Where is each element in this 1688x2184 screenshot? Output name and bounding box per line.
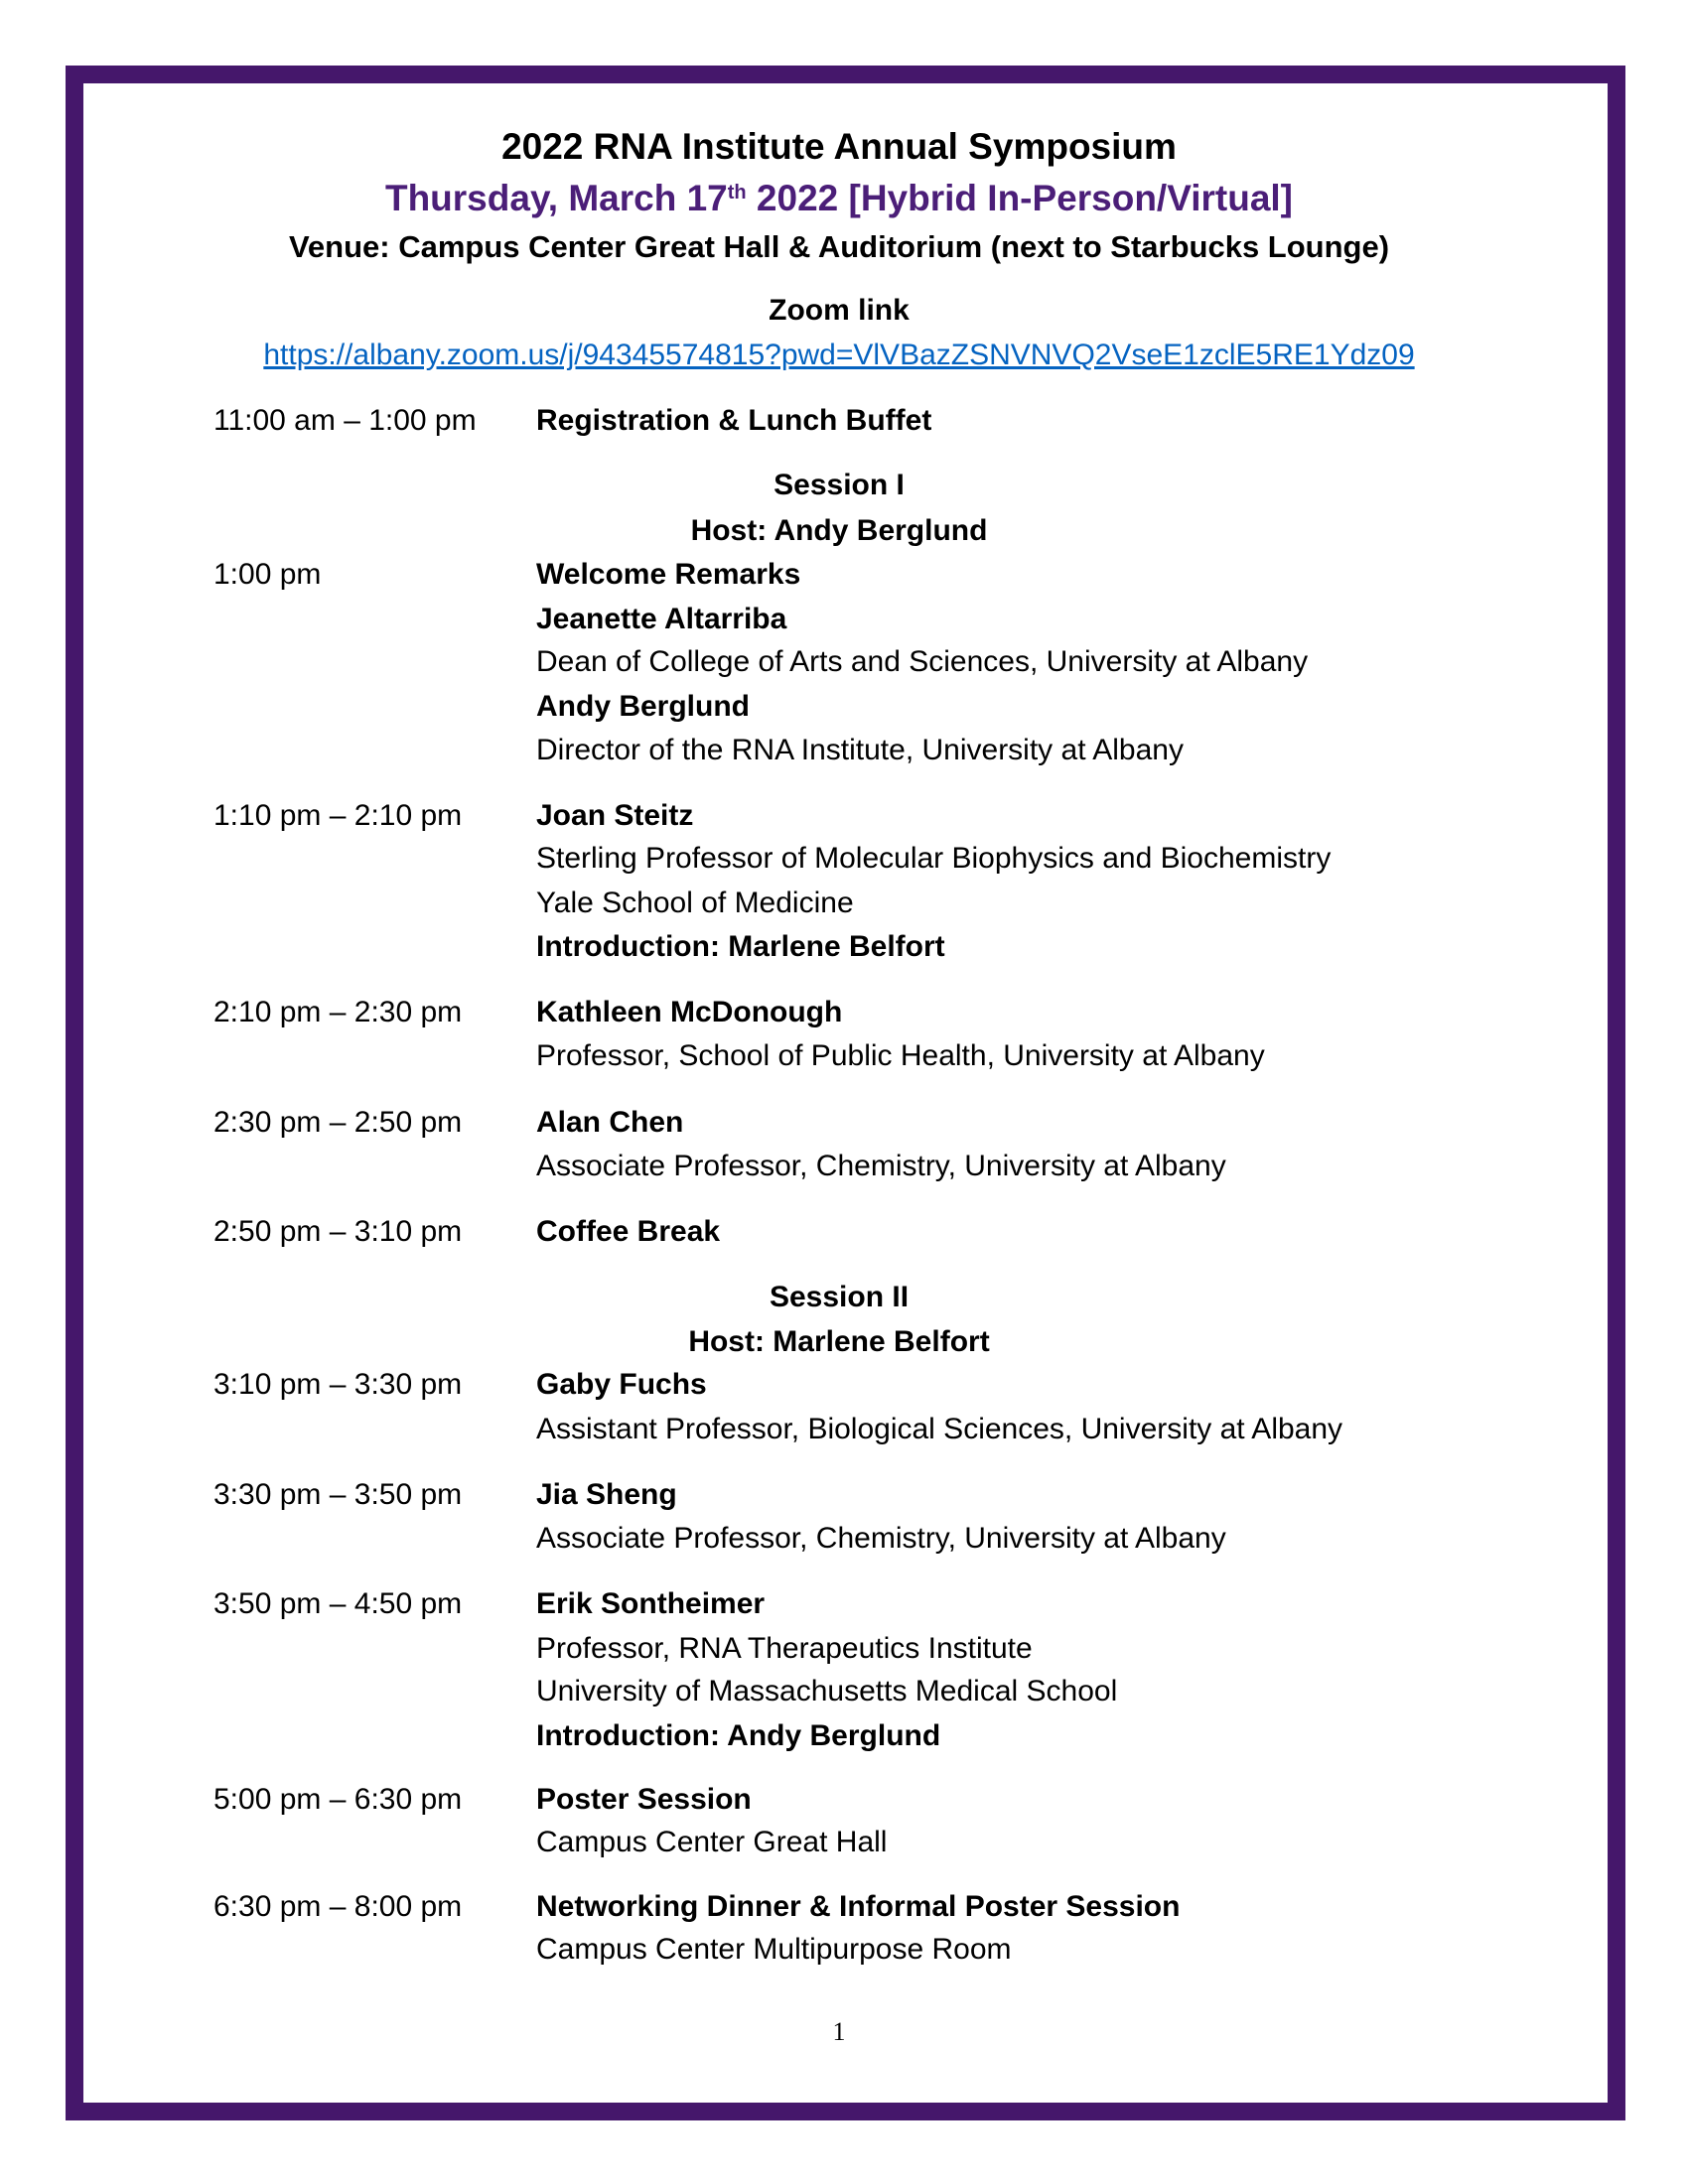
- document-title: 2022 RNA Institute Annual Symposium: [501, 126, 1177, 167]
- registration-title: Registration & Lunch Buffet: [536, 404, 932, 437]
- time-slot: 2:50 pm – 3:10 pm: [213, 1215, 463, 1248]
- date-format: 2022 [Hybrid In-Person/Virtual]: [746, 178, 1293, 218]
- zoom-label: Zoom link: [769, 294, 910, 327]
- speaker-name: Jeanette Altarriba: [536, 603, 787, 635]
- session-host: Host: Marlene Belfort: [688, 1325, 990, 1358]
- poster-session-title: Poster Session: [536, 1783, 752, 1816]
- time-slot: 6:30 pm – 8:00 pm: [213, 1890, 463, 1923]
- speaker-role: Dean of College of Arts and Sciences, University at Albany: [536, 645, 1309, 678]
- dinner-location: Campus Center Multipurpose Room: [536, 1933, 1012, 1966]
- speaker-introduction: Introduction: Marlene Belfort: [536, 930, 945, 963]
- coffee-break: Coffee Break: [536, 1215, 721, 1248]
- time-slot: 2:10 pm – 2:30 pm: [213, 996, 463, 1028]
- session-heading: Session I: [774, 469, 905, 501]
- speaker-name: Jia Sheng: [536, 1478, 677, 1511]
- speaker-role: Sterling Professor of Molecular Biophysics and Biochemistry: [536, 842, 1332, 875]
- speaker-name: Gaby Fuchs: [536, 1368, 707, 1401]
- speaker-role: Associate Professor, Chemistry, University at Albany: [536, 1150, 1226, 1182]
- time-slot: 2:30 pm – 2:50 pm: [213, 1106, 463, 1139]
- speaker-introduction: Introduction: Andy Berglund: [536, 1719, 941, 1752]
- speaker-role: Director of the RNA Institute, University at Albany: [536, 734, 1184, 766]
- session-host: Host: Andy Berglund: [690, 514, 988, 547]
- session-heading: Session II: [769, 1281, 910, 1313]
- speaker-role: Professor, School of Public Health, University at Albany: [536, 1039, 1265, 1072]
- time-slot: 3:10 pm – 3:30 pm: [213, 1368, 463, 1401]
- speaker-role: Professor, RNA Therapeutics Institute: [536, 1632, 1033, 1665]
- date-text: Thursday, March 17: [384, 178, 728, 218]
- time-welcome: 1:00 pm: [213, 558, 322, 591]
- venue: Venue: Campus Center Great Hall & Auditorium (next to Starbucks Lounge): [288, 229, 1390, 264]
- time-registration: 11:00 am – 1:00 pm: [213, 404, 477, 437]
- dinner-title: Networking Dinner & Informal Poster Session: [536, 1890, 1181, 1923]
- welcome-title: Welcome Remarks: [536, 558, 801, 591]
- speaker-name: Andy Berglund: [536, 690, 750, 723]
- date-suffix: th: [727, 182, 747, 204]
- speaker-name: Kathleen McDonough: [536, 996, 843, 1028]
- speaker-affiliation: University of Massachusetts Medical School: [536, 1675, 1118, 1707]
- page-number: 1: [832, 2017, 846, 2046]
- speaker-name: Erik Sontheimer: [536, 1587, 766, 1620]
- time-slot: 3:30 pm – 3:50 pm: [213, 1478, 463, 1511]
- speaker-name: Joan Steitz: [536, 799, 694, 832]
- time-slot: 1:10 pm – 2:10 pm: [213, 799, 463, 832]
- speaker-role: Associate Professor, Chemistry, University at Albany: [536, 1522, 1226, 1555]
- poster-session-location: Campus Center Great Hall: [536, 1826, 888, 1858]
- time-slot: 5:00 pm – 6:30 pm: [213, 1783, 463, 1816]
- speaker-name: Alan Chen: [536, 1106, 684, 1139]
- time-slot: 3:50 pm – 4:50 pm: [213, 1587, 463, 1620]
- zoom-link[interactable]: https://albany.zoom.us/j/94345574815?pwd=VlVBazZSNVNVQ2VseE1zclE5RE1Ydz09: [263, 339, 1415, 371]
- speaker-affiliation: Yale School of Medicine: [536, 887, 854, 919]
- speaker-role: Assistant Professor, Biological Sciences, University at Albany: [536, 1413, 1343, 1445]
- event-date: [0, 179, 1678, 218]
